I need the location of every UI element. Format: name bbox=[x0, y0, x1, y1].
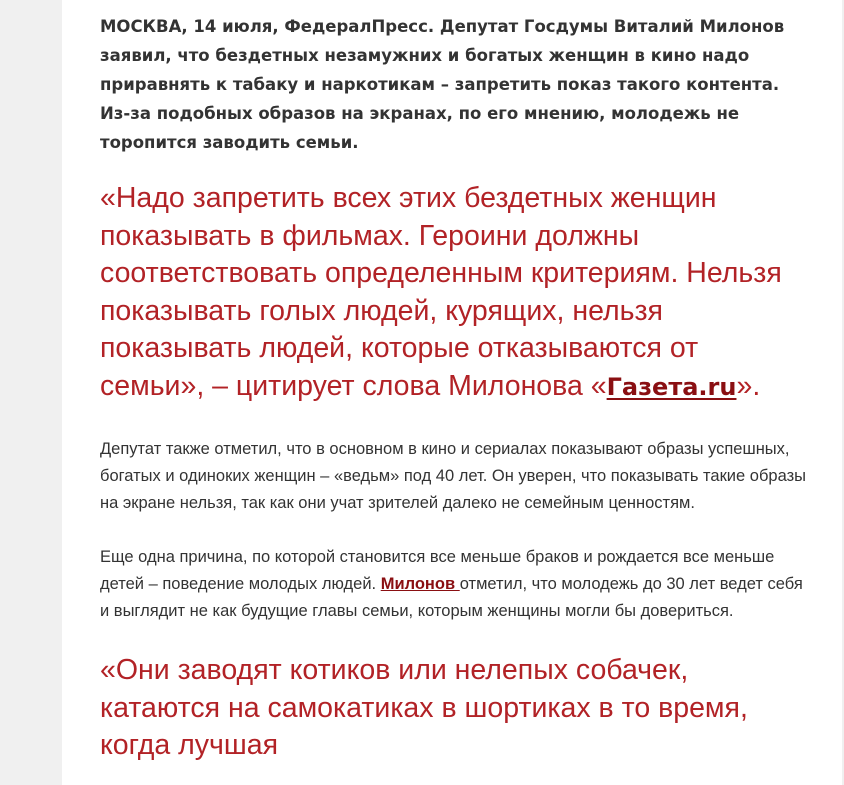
pull-quote-1 bbox=[100, 180, 810, 406]
article-paragraph-2-start: Еще одна причина, по которой становится все меньше браков и рождается все меньше детей – поведение молодых людей. bbox=[100, 548, 775, 593]
article-paragraph-2 bbox=[100, 544, 810, 625]
article-paragraph-1: Депутат также отметил, что в основном в кино и сериалах показывают образы успешных, богатых и одиноких женщин – «ведьм» под 40 лет. Он уверен, что показывать такие образы на экране нельзя, так как они учат зрителей далеко не семейным ценностям. bbox=[100, 440, 806, 512]
article-body bbox=[100, 12, 810, 765]
article-lead: МОСКВА, 14 июля, ФедералПресс. Депутат Госдумы Виталий Милонов заявил, что бездетных незамужних и богатых женщин в кино надо приравнять к табаку и наркотикам – запретить показ такого контента. Из-за подобных образов на экранах, по его мнению, молодежь не торопится заводить семьи. bbox=[100, 17, 785, 152]
gazeta-ru-link[interactable]: Газета.ru bbox=[606, 372, 737, 401]
page bbox=[62, 0, 842, 785]
milonov-link[interactable]: Милонов bbox=[380, 575, 460, 593]
pull-quote-2: «Они заводят котиков или нелепых собачек, катаются на самокатиках в шортиках в то время, когда лучшая bbox=[100, 654, 748, 761]
pull-quote-1-text: «Надо запретить всех этих бездетных женщин показывать в фильмах. Героини должны соответствовать определенным критериям. Нельзя показывать голых людей, курящих, нельзя показывать людей, которые отказываются от семьи», – цитирует слова Милонова « bbox=[100, 182, 782, 402]
pull-quote-1-end: ». bbox=[736, 369, 761, 402]
article-paragraph-2-end: отметил, что молодежь до 30 лет ведет себя и выглядит не как будущие главы семьи, которым женщины могли бы довериться. bbox=[100, 575, 803, 620]
